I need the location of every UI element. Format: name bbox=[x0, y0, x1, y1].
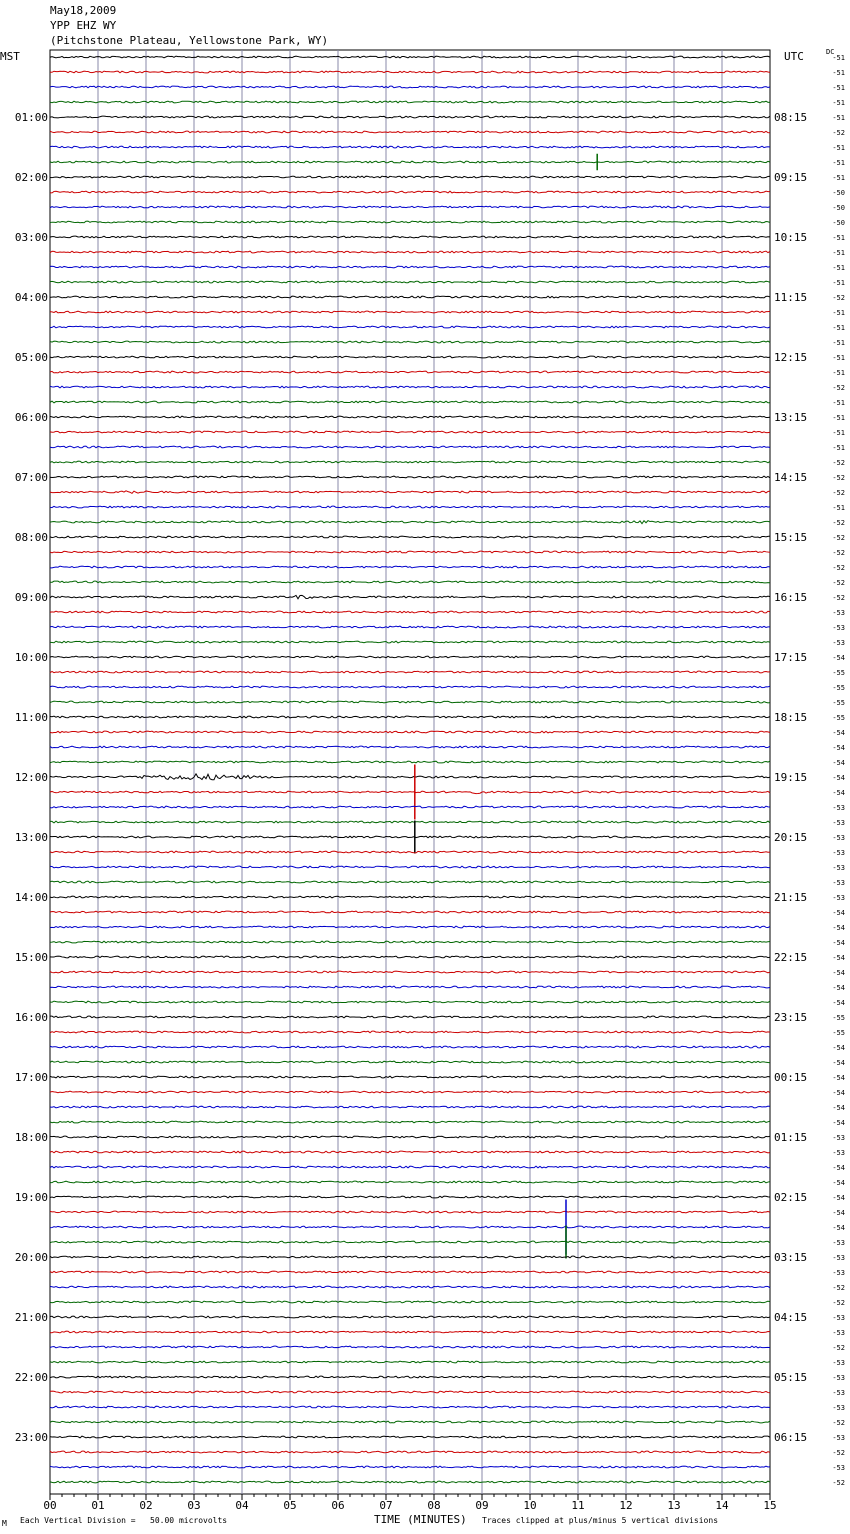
trace-row bbox=[50, 926, 770, 928]
dc-offset-label: -52 bbox=[832, 1344, 845, 1352]
trace-row bbox=[50, 146, 770, 148]
right-hour-label: 16:15 bbox=[774, 591, 808, 604]
left-hour-label: 11:00 bbox=[14, 711, 48, 724]
trace-row bbox=[50, 1331, 770, 1333]
trace-row bbox=[50, 191, 770, 193]
trace-row bbox=[50, 881, 770, 883]
left-hour-label: 21:00 bbox=[14, 1311, 48, 1324]
trace-row bbox=[50, 1316, 770, 1318]
dc-offset-label: -53 bbox=[832, 639, 845, 647]
left-hour-label: 08:00 bbox=[14, 531, 48, 544]
trace-row bbox=[50, 176, 770, 178]
dc-offset-label: -53 bbox=[832, 819, 845, 827]
dc-offset-label: -51 bbox=[832, 399, 845, 407]
trace-row bbox=[50, 161, 770, 163]
right-hour-label: 20:15 bbox=[774, 831, 808, 844]
dc-offset-label: -53 bbox=[832, 1254, 845, 1262]
left-hour-label: 09:00 bbox=[14, 591, 48, 604]
trace-row bbox=[50, 1346, 770, 1348]
trace-row bbox=[50, 521, 770, 524]
dc-offset-label: -52 bbox=[832, 1449, 845, 1457]
dc-offset-label: -54 bbox=[832, 909, 845, 917]
dc-offset-label: -53 bbox=[832, 1374, 845, 1382]
trace-row bbox=[50, 476, 770, 478]
dc-offset-label: -54 bbox=[832, 654, 845, 662]
trace-row bbox=[50, 251, 770, 253]
left-hour-label: 15:00 bbox=[14, 951, 48, 964]
trace-row bbox=[50, 356, 770, 358]
x-tick-label: 09 bbox=[475, 1499, 489, 1512]
left-hour-label: 17:00 bbox=[14, 1071, 48, 1084]
right-hour-label: 03:15 bbox=[774, 1251, 808, 1264]
dc-offset-label: -51 bbox=[832, 369, 845, 377]
trace-row bbox=[50, 866, 770, 868]
trace-row bbox=[50, 311, 770, 313]
dc-offset-label: -51 bbox=[832, 354, 845, 362]
chart-date: May18,2009 bbox=[50, 4, 117, 17]
trace-row bbox=[50, 446, 770, 448]
dc-offset-label: -51 bbox=[832, 159, 845, 167]
trace-row bbox=[50, 1031, 770, 1033]
dc-offset-label: -51 bbox=[832, 414, 845, 422]
trace-row bbox=[50, 595, 770, 598]
dc-offset-label: -53 bbox=[832, 609, 845, 617]
trace-row bbox=[50, 1241, 770, 1243]
dc-offset-label: -52 bbox=[832, 1479, 845, 1487]
trace-row bbox=[50, 1106, 770, 1108]
dc-offset-label: -53 bbox=[832, 804, 845, 812]
left-hour-label: 20:00 bbox=[14, 1251, 48, 1264]
left-hour-label: 19:00 bbox=[14, 1191, 48, 1204]
right-hour-label: 14:15 bbox=[774, 471, 808, 484]
dc-offset-label: -52 bbox=[832, 129, 845, 137]
trace-row bbox=[50, 716, 770, 718]
dc-offset-label: -53 bbox=[832, 1464, 845, 1472]
dc-offset-label: -54 bbox=[832, 744, 845, 752]
trace-row bbox=[50, 956, 770, 958]
dc-offset-label: -51 bbox=[832, 264, 845, 272]
dc-offset-label: -51 bbox=[832, 309, 845, 317]
trace-row bbox=[50, 566, 770, 568]
left-hour-label: 18:00 bbox=[14, 1131, 48, 1144]
right-hour-label: 02:15 bbox=[774, 1191, 808, 1204]
trace-row bbox=[50, 431, 770, 433]
dc-offset-label: -50 bbox=[832, 219, 845, 227]
trace-row bbox=[50, 386, 770, 388]
trace-row bbox=[50, 236, 770, 238]
x-tick-label: 15 bbox=[763, 1499, 777, 1512]
dc-offset-label: -52 bbox=[832, 549, 845, 557]
x-tick-label: 04 bbox=[235, 1499, 249, 1512]
trace-row bbox=[50, 731, 770, 733]
right-hour-label: 19:15 bbox=[774, 771, 808, 784]
dc-offset-label: -53 bbox=[832, 894, 845, 902]
trace-row bbox=[50, 551, 770, 553]
trace-row bbox=[50, 896, 770, 898]
dc-offset-label: -54 bbox=[832, 774, 845, 782]
trace-row bbox=[50, 1466, 770, 1468]
right-timezone-label: UTC bbox=[784, 50, 804, 63]
right-hour-label: 11:15 bbox=[774, 291, 808, 304]
dc-offset-label: -52 bbox=[832, 384, 845, 392]
trace-row bbox=[50, 266, 770, 268]
right-hour-label: 00:15 bbox=[774, 1071, 808, 1084]
trace-row bbox=[50, 1421, 770, 1423]
trace-row bbox=[50, 1256, 770, 1258]
x-tick-label: 05 bbox=[283, 1499, 297, 1512]
dc-offset-label: -53 bbox=[832, 849, 845, 857]
trace-row bbox=[50, 461, 770, 463]
dc-offset-label: -50 bbox=[832, 204, 845, 212]
trace-row bbox=[50, 1271, 770, 1273]
right-hour-label: 01:15 bbox=[774, 1131, 808, 1144]
dc-offset-label: -53 bbox=[832, 1149, 845, 1157]
x-tick-label: 01 bbox=[91, 1499, 105, 1512]
trace-row bbox=[50, 1136, 770, 1138]
dc-offset-label: -50 bbox=[832, 189, 845, 197]
left-hour-label: 22:00 bbox=[14, 1371, 48, 1384]
trace-row bbox=[50, 1286, 770, 1288]
dc-offset-label: -51 bbox=[832, 114, 845, 122]
trace-row bbox=[50, 401, 770, 403]
left-timezone-label: MST bbox=[0, 50, 20, 63]
dc-offset-label: -55 bbox=[832, 1014, 845, 1022]
dc-offset-label: -52 bbox=[832, 1299, 845, 1307]
left-hour-label: 13:00 bbox=[14, 831, 48, 844]
dc-offset-label: -55 bbox=[832, 714, 845, 722]
trace-row bbox=[50, 1121, 770, 1123]
trace-row bbox=[50, 1481, 770, 1483]
right-hour-label: 13:15 bbox=[774, 411, 808, 424]
dc-offset-label: -55 bbox=[832, 1029, 845, 1037]
right-hour-label: 21:15 bbox=[774, 891, 808, 904]
right-hour-label: 09:15 bbox=[774, 171, 808, 184]
dc-offset-label: -52 bbox=[832, 489, 845, 497]
dc-offset-label: -53 bbox=[832, 834, 845, 842]
footer-mark: M bbox=[2, 1519, 7, 1528]
trace-row bbox=[50, 626, 770, 628]
trace-row bbox=[50, 1076, 770, 1078]
dc-offset-label: -53 bbox=[832, 864, 845, 872]
right-hour-label: 12:15 bbox=[774, 351, 808, 364]
trace-row bbox=[50, 221, 770, 223]
trace-row bbox=[50, 941, 770, 943]
dc-offset-label: -52 bbox=[832, 594, 845, 602]
trace-row bbox=[50, 1181, 770, 1183]
dc-offset-label: -52 bbox=[832, 294, 845, 302]
trace-row bbox=[50, 761, 770, 763]
dc-offset-label: -51 bbox=[832, 234, 845, 242]
dc-offset-label: -52 bbox=[832, 519, 845, 527]
trace-row bbox=[50, 1091, 770, 1093]
dc-offset-label: -54 bbox=[832, 1074, 845, 1082]
dc-offset-label: -51 bbox=[832, 69, 845, 77]
trace-row bbox=[50, 581, 770, 583]
dc-offset-label: -53 bbox=[832, 1329, 845, 1337]
dc-offset-label: -54 bbox=[832, 1164, 845, 1172]
dc-offset-label: -53 bbox=[832, 1269, 845, 1277]
dc-offset-label: -54 bbox=[832, 1044, 845, 1052]
dc-offset-label: -54 bbox=[832, 939, 845, 947]
trace-row bbox=[50, 1451, 770, 1453]
left-hour-label: 01:00 bbox=[14, 111, 48, 124]
dc-offset-label: -54 bbox=[832, 789, 845, 797]
left-hour-label: 12:00 bbox=[14, 771, 48, 784]
trace-row bbox=[50, 1436, 770, 1438]
dc-offset-label: -54 bbox=[832, 1179, 845, 1187]
dc-offset-label: -54 bbox=[832, 924, 845, 932]
dc-offset-label: -54 bbox=[832, 1209, 845, 1217]
x-tick-label: 08 bbox=[427, 1499, 441, 1512]
trace-row bbox=[50, 1211, 770, 1213]
trace-row bbox=[50, 986, 770, 988]
x-tick-label: 02 bbox=[139, 1499, 153, 1512]
trace-row bbox=[50, 326, 770, 328]
dc-offset-label: -52 bbox=[832, 1284, 845, 1292]
dc-offset-label: -54 bbox=[832, 954, 845, 962]
trace-row bbox=[50, 971, 770, 973]
trace-row bbox=[50, 86, 770, 88]
x-tick-label: 06 bbox=[331, 1499, 345, 1512]
right-hour-label: 06:15 bbox=[774, 1431, 808, 1444]
trace-row bbox=[50, 371, 770, 373]
dc-offset-label: -54 bbox=[832, 1104, 845, 1112]
dc-offset-label: -51 bbox=[832, 84, 845, 92]
x-tick-label: 13 bbox=[667, 1499, 681, 1512]
trace-row bbox=[50, 491, 770, 494]
left-hour-label: 23:00 bbox=[14, 1431, 48, 1444]
dc-offset-label: -54 bbox=[832, 759, 845, 767]
x-tick-label: 00 bbox=[43, 1499, 57, 1512]
trace-row bbox=[50, 281, 770, 283]
dc-offset-label: -55 bbox=[832, 669, 845, 677]
trace-row bbox=[50, 1001, 770, 1003]
left-hour-label: 03:00 bbox=[14, 231, 48, 244]
dc-offset-label: -51 bbox=[832, 54, 845, 62]
vertical-scale-note: Each Vertical Division = 50.00 microvolts bbox=[20, 1516, 228, 1525]
dc-offset-label: -51 bbox=[832, 174, 845, 182]
right-hour-label: 04:15 bbox=[774, 1311, 808, 1324]
trace-row bbox=[50, 1301, 770, 1303]
trace-row bbox=[50, 686, 770, 688]
x-axis-title: TIME (MINUTES) bbox=[374, 1513, 467, 1526]
trace-row bbox=[50, 746, 770, 748]
dc-offset-label: -54 bbox=[832, 1224, 845, 1232]
dc-offset-label: -51 bbox=[832, 339, 845, 347]
trace-row bbox=[50, 1406, 770, 1408]
dc-offset-label: -53 bbox=[832, 1389, 845, 1397]
trace-row bbox=[50, 206, 770, 208]
dc-offset-label: -52 bbox=[832, 564, 845, 572]
dc-offset-label: -54 bbox=[832, 1089, 845, 1097]
x-tick-label: 12 bbox=[619, 1499, 633, 1512]
x-tick-label: 07 bbox=[379, 1499, 393, 1512]
trace-row bbox=[50, 1061, 770, 1063]
trace-row bbox=[50, 116, 770, 118]
right-hour-label: 15:15 bbox=[774, 531, 808, 544]
dc-offset-label: -53 bbox=[832, 624, 845, 632]
x-tick-label: 14 bbox=[715, 1499, 729, 1512]
dc-offset-header: DC bbox=[826, 48, 835, 56]
trace-row bbox=[50, 821, 770, 823]
trace-row bbox=[50, 671, 770, 673]
dc-offset-label: -52 bbox=[832, 474, 845, 482]
left-hour-label: 02:00 bbox=[14, 171, 48, 184]
trace-row bbox=[50, 101, 770, 103]
trace-row bbox=[50, 131, 770, 133]
dc-offset-label: -54 bbox=[832, 1194, 845, 1202]
right-hour-label: 23:15 bbox=[774, 1011, 808, 1024]
dc-offset-label: -53 bbox=[832, 1134, 845, 1142]
trace-row bbox=[50, 1016, 770, 1018]
trace-row bbox=[50, 1226, 770, 1228]
trace-row bbox=[50, 911, 770, 913]
dc-offset-label: -53 bbox=[832, 1239, 845, 1247]
trace-row bbox=[50, 536, 770, 538]
right-hour-label: 08:15 bbox=[774, 111, 808, 124]
dc-offset-label: -51 bbox=[832, 444, 845, 452]
dc-offset-label: -51 bbox=[832, 279, 845, 287]
dc-offset-label: -53 bbox=[832, 879, 845, 887]
station-code: YPP EHZ WY bbox=[50, 19, 117, 32]
left-hour-label: 07:00 bbox=[14, 471, 48, 484]
right-hour-label: 05:15 bbox=[774, 1371, 808, 1384]
trace-row bbox=[50, 1376, 770, 1378]
dc-offset-label: -51 bbox=[832, 429, 845, 437]
dc-offset-label: -54 bbox=[832, 729, 845, 737]
dc-offset-label: -53 bbox=[832, 1314, 845, 1322]
left-hour-label: 04:00 bbox=[14, 291, 48, 304]
dc-offset-label: -51 bbox=[832, 249, 845, 257]
dc-offset-label: -54 bbox=[832, 999, 845, 1007]
dc-offset-label: -53 bbox=[832, 1404, 845, 1412]
dc-offset-label: -53 bbox=[832, 1359, 845, 1367]
trace-row bbox=[50, 836, 770, 838]
x-tick-label: 10 bbox=[523, 1499, 537, 1512]
trace-row bbox=[50, 611, 770, 613]
left-hour-label: 10:00 bbox=[14, 651, 48, 664]
dc-offset-label: -54 bbox=[832, 1119, 845, 1127]
dc-offset-label: -54 bbox=[832, 984, 845, 992]
trace-row bbox=[50, 1151, 770, 1153]
trace-row bbox=[50, 1046, 770, 1048]
dc-offset-label: -54 bbox=[832, 1059, 845, 1067]
left-hour-label: 16:00 bbox=[14, 1011, 48, 1024]
left-hour-label: 06:00 bbox=[14, 411, 48, 424]
trace-row bbox=[50, 56, 770, 58]
trace-row bbox=[50, 1166, 770, 1168]
trace-row bbox=[50, 656, 770, 658]
dc-offset-label: -53 bbox=[832, 1434, 845, 1442]
dc-offset-label: -55 bbox=[832, 684, 845, 692]
trace-row bbox=[50, 641, 770, 643]
trace-row bbox=[50, 791, 770, 794]
dc-offset-label: -52 bbox=[832, 459, 845, 467]
dc-offset-label: -51 bbox=[832, 99, 845, 107]
dc-offset-label: -51 bbox=[832, 324, 845, 332]
dc-offset-label: -52 bbox=[832, 1419, 845, 1427]
left-hour-label: 14:00 bbox=[14, 891, 48, 904]
trace-row bbox=[50, 341, 770, 343]
right-hour-label: 10:15 bbox=[774, 231, 808, 244]
trace-row bbox=[50, 506, 770, 508]
trace-row bbox=[50, 774, 770, 780]
trace-row bbox=[50, 1361, 770, 1363]
dc-offset-label: -52 bbox=[832, 579, 845, 587]
right-hour-label: 17:15 bbox=[774, 651, 808, 664]
left-hour-label: 05:00 bbox=[14, 351, 48, 364]
trace-row bbox=[50, 701, 770, 703]
right-hour-label: 18:15 bbox=[774, 711, 808, 724]
right-hour-label: 22:15 bbox=[774, 951, 808, 964]
trace-row bbox=[50, 851, 770, 853]
trace-row bbox=[50, 1391, 770, 1393]
dc-offset-label: -55 bbox=[832, 699, 845, 707]
dc-offset-label: -54 bbox=[832, 969, 845, 977]
dc-offset-label: -51 bbox=[832, 504, 845, 512]
trace-row bbox=[50, 71, 770, 73]
station-location: (Pitchstone Plateau, Yellowstone Park, WY) bbox=[50, 34, 329, 47]
x-tick-label: 11 bbox=[571, 1499, 585, 1512]
trace-row bbox=[50, 296, 770, 298]
trace-row bbox=[50, 416, 770, 418]
dc-offset-label: -52 bbox=[832, 534, 845, 542]
trace-row bbox=[50, 806, 770, 808]
clip-note: Traces clipped at plus/minus 5 vertical divisions bbox=[482, 1516, 719, 1525]
trace-row bbox=[50, 1196, 770, 1198]
dc-offset-label: -51 bbox=[832, 144, 845, 152]
x-tick-label: 03 bbox=[187, 1499, 201, 1512]
